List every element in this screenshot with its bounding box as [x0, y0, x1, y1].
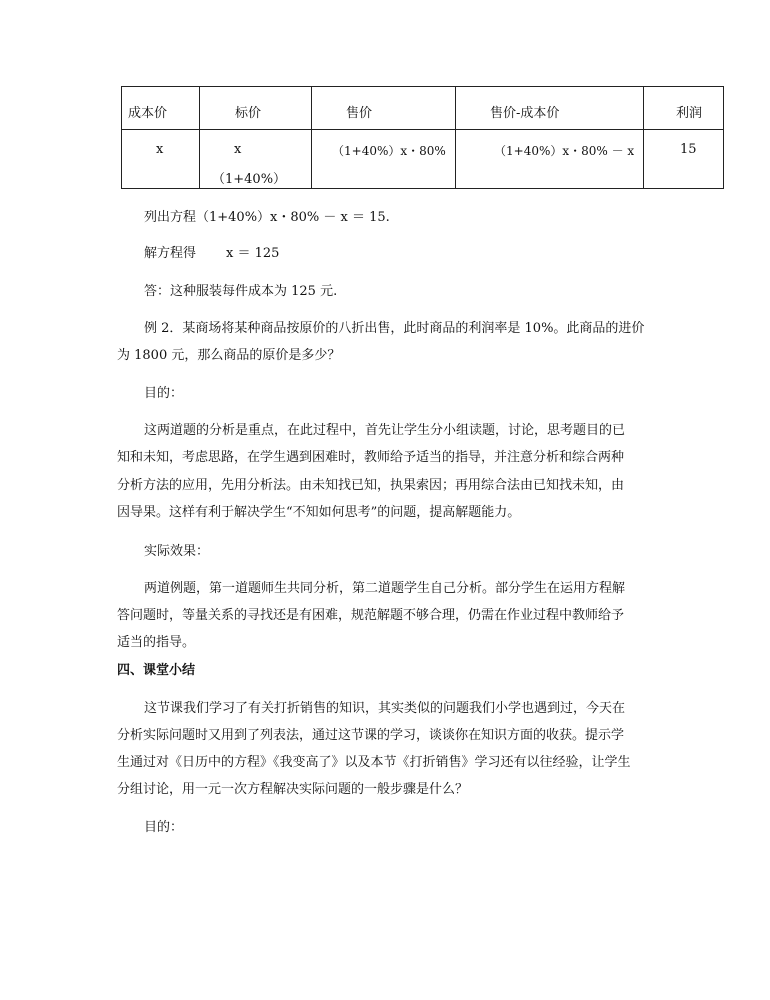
cell-cost: x	[156, 142, 164, 157]
table-header-row	[122, 87, 724, 130]
equation-line: 列出方程（1+40%）x・80% － x ＝ 15.	[144, 210, 390, 225]
header-profit: 利润	[676, 106, 703, 121]
header-difference: 售价-成本价	[490, 106, 560, 121]
table-cell	[312, 130, 456, 189]
effect-label: 实际效果：	[144, 544, 210, 559]
header-cell	[122, 87, 200, 130]
cell-list-numerator: x	[234, 142, 242, 157]
solve-value: x ＝ 125	[226, 246, 280, 261]
paragraph-line: 这两道题的分析是重点，在此过程中，首先让学生分小组读题，讨论，思考题目的已	[144, 423, 626, 438]
paragraph-line: 因导果。这样有利于解决学生“不知如何思考”的问题，提高解题能力。	[117, 505, 521, 520]
header-cost: 成本价	[128, 106, 168, 121]
header-cell	[200, 87, 312, 130]
table-cell	[644, 130, 724, 189]
paragraph-line: 这节课我们学习了有关打折销售的知识，其实类似的问题我们小学也遇到过，今天在	[144, 701, 626, 716]
profit-table	[121, 86, 724, 189]
example2-line-2: 为 1800 元，那么商品的原价是多少？	[117, 348, 341, 363]
paragraph-line: 适当的指导。	[117, 635, 196, 650]
paragraph-line: 分析实际问题时又用到了列表法，通过这节课的学习，谈谈你在知识方面的收获。提示学	[117, 728, 625, 743]
paragraph-line: 生通过对《日历中的方程》《我变高了》以及本节《打折销售》学习还有以往经验，让学生	[117, 755, 631, 770]
cell-list-denominator: （1+40%）	[212, 172, 287, 187]
paragraph-line: 两道例题，第一道题师生共同分析，第二道题学生自己分析。部分学生在运用方程解	[144, 581, 626, 596]
header-sale-price: 售价	[346, 106, 373, 121]
purpose-label-2: 目的：	[144, 820, 184, 835]
table-cell	[200, 130, 312, 189]
answer-line: 答：这种服装每件成本为 125 元.	[144, 284, 338, 299]
table-cell	[456, 130, 644, 189]
table-row	[122, 130, 724, 189]
cell-sale: （1+40%）x・80%	[332, 144, 446, 158]
header-cell	[644, 87, 724, 130]
paragraph-line: 知和未知，考虑思路，在学生遇到困难时，教师给予适当的指导，并注意分析和综合两种	[117, 450, 625, 465]
solve-label: 解方程得	[144, 246, 197, 261]
example2-line-1: 例 2．某商场将某种商品按原价的八折出售，此时商品的利润率是 10%。此商品的进价	[144, 321, 645, 336]
paragraph-line: 分组讨论，用一元一次方程解决实际问题的一般步骤是什么？	[117, 782, 469, 797]
header-list-price: 标价	[235, 106, 262, 121]
paragraph-line: 分析方法的应用，先用分析法。由未知找已知，执果索因；再用综合法由已知找未知，由	[117, 478, 625, 493]
table-cell	[122, 130, 200, 189]
paragraph-line: 答问题时，等量关系的寻找还是有困难，规范解题不够合理，仍需在作业过程中教师给予	[117, 608, 625, 623]
header-cell	[312, 87, 456, 130]
cell-difference: （1+40%）x・80% － x	[494, 144, 635, 158]
cell-profit: 15	[680, 142, 697, 157]
purpose-label: 目的：	[144, 386, 184, 401]
header-cell	[456, 87, 644, 130]
section-heading: 四、课堂小结	[117, 663, 196, 678]
